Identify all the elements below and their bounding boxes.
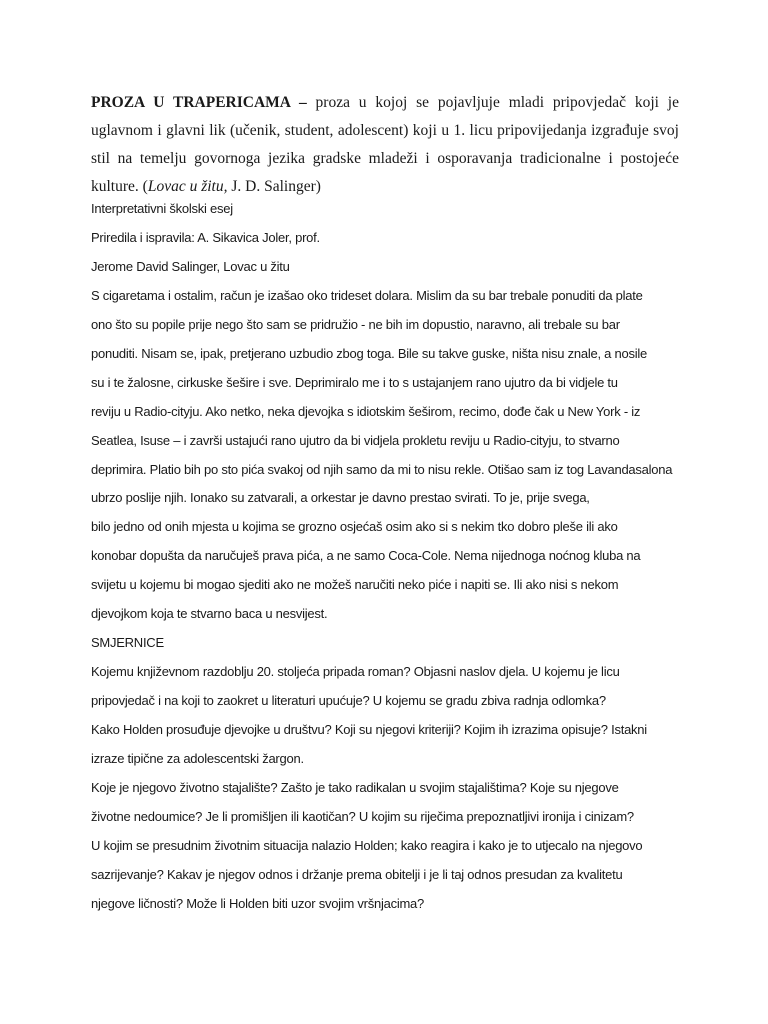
work-title: Jerome David Salinger, Lovac u žitu xyxy=(91,259,290,274)
excerpt-line: ponuditi. Nisam se, ipak, pretjerano uzbudio zbog toga. Bile su takve guske, ništa nisu znale, a nosile xyxy=(91,346,647,361)
guideline-line: njegove ličnosti? Može li Holden biti uzor svojim vršnjacima? xyxy=(91,896,425,911)
guideline-line: sazrijevanje? Kakav je njegov odnos i držanje prema obitelji i je li taj odnos presudan za kvalitetu xyxy=(91,867,623,882)
excerpt-line: ono što su popile prije nego što sam se pridružio - ne bih im dopustio, naravno, ali trebale su bar xyxy=(91,317,620,332)
prepared-by: Priredila i ispravila: A. Sikavica Joler, prof. xyxy=(91,230,320,245)
guideline-line: izraze tipične za adolescentski žargon. xyxy=(91,751,304,766)
excerpt-line: S cigaretama i ostalim, račun je izašao oko trideset dolara. Mislim da su bar trebale ponuditi da plate xyxy=(91,288,643,303)
excerpt-line: su i te žalosne, cirkuske šešire i sve. Deprimiralo me i to s ustajanjem rano ujutro da bi vidjele tu xyxy=(91,375,618,390)
guideline-line: Koje je njegovo životno stajalište? Zašto je tako radikalan u svojim stajalištima? Koje su njegove xyxy=(91,780,619,795)
excerpt-line: Seatlea, Isuse – i završi ustajući rano ujutro da bi vidjela prokletu reviju u Radio-cityju, to stvarno xyxy=(91,433,620,448)
guideline-line: životne nedoumice? Je li promišljen ili kaotičan? U kojim su riječima prepoznatljivi ironija i cinizam? xyxy=(91,809,634,824)
guideline-line: Kako Holden prosuđuje djevojke u društvu? Koji su njegovi kriteriji? Kojim ih izrazima opisuje? Istakni xyxy=(91,722,647,737)
intro-definition xyxy=(91,89,679,201)
example-title: Lovac u žitu, xyxy=(147,178,228,195)
excerpt-line: bilo jedno od onih mjesta u kojima se grozno osjećaš osim ako si s nekim tko dobro pleše ili ako xyxy=(91,519,618,534)
guidelines-heading: SMJERNICE xyxy=(91,635,164,650)
excerpt-line: ubrzo poslije njih. Ionako su zatvarali, a orkestar je davno prestao svirati. To je, prije svega, xyxy=(91,490,590,505)
term-title: PROZA U TRAPERICAMA xyxy=(91,94,291,111)
essay-type: Interpretativni školski esej xyxy=(91,201,233,216)
example-author: J. D. Salinger) xyxy=(227,178,321,195)
excerpt-line: deprimira. Platio bih po sto pića svakoj od njih samo da mi to nisu rekle. Otišao sam iz tog Lavandasalona xyxy=(91,462,673,477)
excerpt-line: svijetu u kojemu bi mogao sjediti ako ne možeš naručiti neko piće i napiti se. Ili ako nisi s nekom xyxy=(91,577,619,592)
term-dash: – xyxy=(290,94,316,111)
guideline-line: Kojemu književnom razdoblju 20. stoljeća pripada roman? Objasni naslov djela. U kojemu je licu xyxy=(91,664,620,679)
term-definition: proza u kojoj se pojavljuje mladi pripovjedač koji je uglavnom i glavni lik (učenik, student, adolescent) koji u 1. licu pripovijedanja izgrađuje svoj stil na temelju govornoga jezika gradske mladeži i osporavanja tradicionalne i postojeće kulture. ( xyxy=(91,94,679,195)
excerpt-line: konobar dopušta da naručuješ prava pića, a ne samo Coca-Cole. Nema nijednoga noćnog kluba na xyxy=(91,548,641,563)
excerpt-line: djevojkom koja te stvarno baca u nesvijest. xyxy=(91,606,328,621)
guideline-line: pripovjedač i na koji to zaokret u literaturi upućuje? U kojemu se gradu zbiva radnja odlomka? xyxy=(91,693,606,708)
excerpt-line: reviju u Radio-cityju. Ako netko, neka djevojka s idiotskim šeširom, recimo, dođe čak u New York - iz xyxy=(91,404,641,419)
guideline-line: U kojim se presudnim životnim situacija nalazio Holden; kako reagira i kako je to utjecalo na njegovo xyxy=(91,838,643,853)
